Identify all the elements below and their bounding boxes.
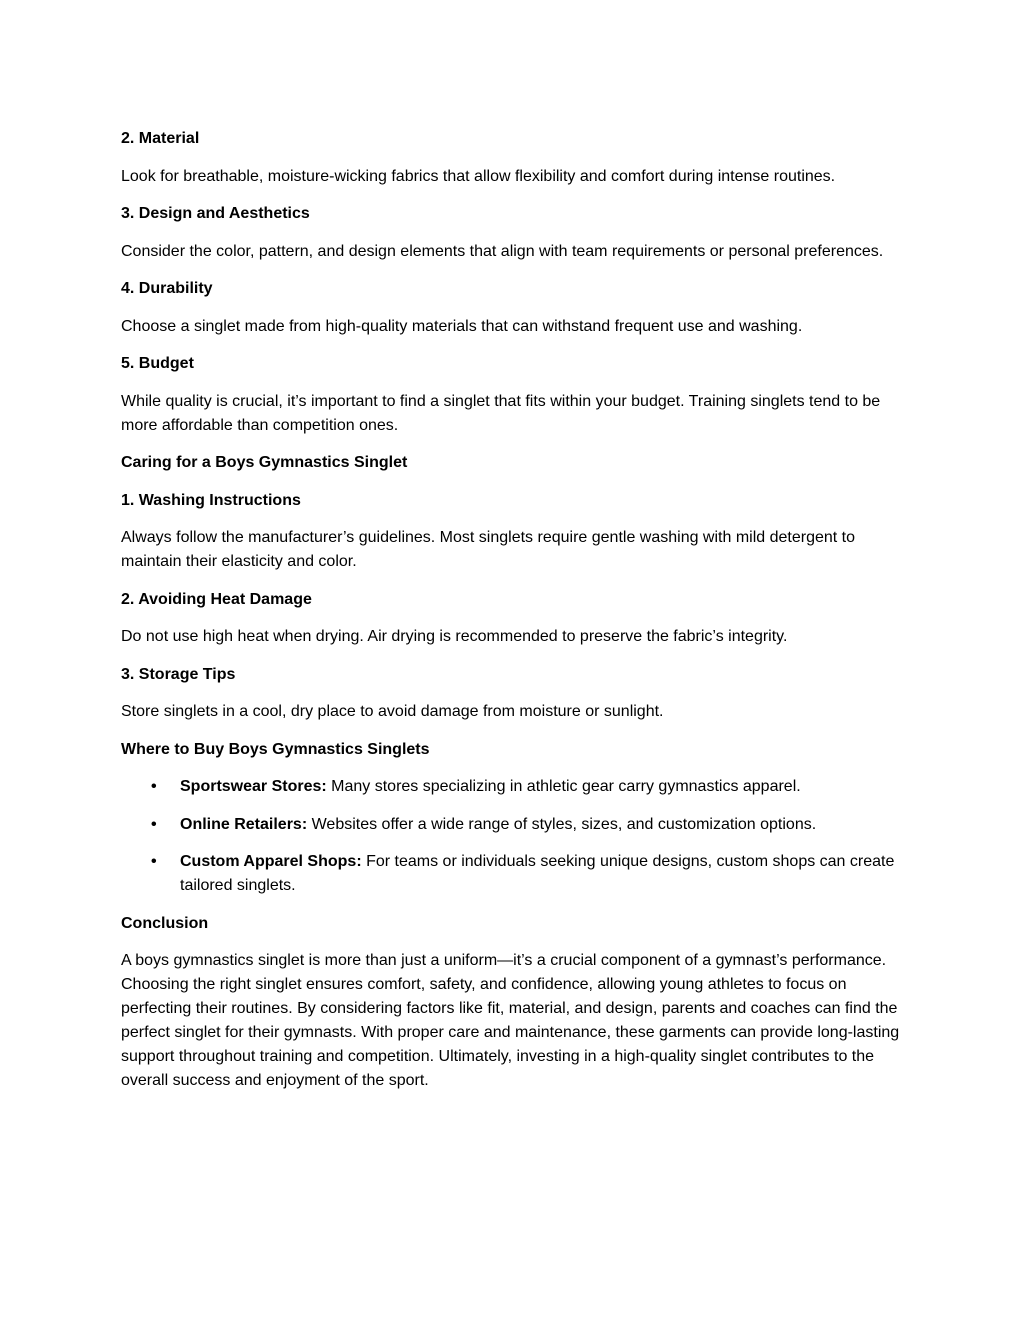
conclusion-title: Conclusion <box>121 914 209 932</box>
bullet-icon: • <box>151 853 157 870</box>
section-text-design: Consider the color, pattern, and design elements that align with team requirements or personal preferences. <box>121 242 884 260</box>
section-text-material: Look for breathable, moisture-wicking fabrics that allow flexibility and comfort during intense routines. <box>121 167 836 185</box>
caring-text-washing: Always follow the manufacturer’s guidelines. Most singlets require gentle washing with mild detergent to maintain their elasticity and color. <box>121 529 856 570</box>
caring-text-storage: Store singlets in a cool, dry place to avoid damage from moisture or sunlight. <box>121 703 664 720</box>
bullet-icon: • <box>151 778 157 795</box>
list-item-text: Websites offer a wide range of styles, sizes, and customization options. <box>307 815 817 833</box>
where-to-buy-list <box>121 775 911 898</box>
caring-text-heat: Do not use high heat when drying. Air drying is recommended to preserve the fabric’s integrity. <box>121 628 788 645</box>
list-item <box>121 775 911 799</box>
list-item-lead: Custom Apparel Shops: <box>180 853 362 870</box>
caring-heading-heat: 2. Avoiding Heat Damage <box>121 590 312 608</box>
document-page <box>121 127 911 1107</box>
section-heading-material: 2. Material <box>121 130 200 147</box>
section-heading-durability: 4. Durability <box>121 280 213 297</box>
caring-title: Caring for a Boys Gymnastics Singlet <box>121 454 408 471</box>
caring-heading-washing: 1. Washing Instructions <box>121 491 301 509</box>
where-to-buy-title: Where to Buy Boys Gymnastics Singlets <box>121 740 430 758</box>
list-item-lead: Sportswear Stores: <box>180 778 327 795</box>
bullet-icon: • <box>151 815 157 833</box>
list-item-text: Many stores specializing in athletic gear carry gymnastics apparel. <box>326 778 801 795</box>
section-heading-design: 3. Design and Aesthetics <box>121 205 310 222</box>
section-text-budget: While quality is crucial, it’s important to find a singlet that fits within your budget. Training singlets tend to be more affordable than competition ones. <box>121 392 881 434</box>
conclusion-text: A boys gymnastics singlet is more than just a uniform—it’s a crucial component of a gymnast’s performance. Choosing the right singlet ensures comfort, safety, and confidence, allowing young athletes to focus on perfecting their routines. By considering factors like fit, material, and design, parents and coaches can find the perfect singlet for their gymnasts. With proper care and maintenance, these garments can provide long-lasting support throughout training and competition. Ultimately, investing in a high-quality singlet contributes to the overall success and enjoyment of the sport. <box>121 952 900 1089</box>
list-item <box>121 813 911 837</box>
list-item-lead: Online Retailers: <box>180 815 308 833</box>
caring-heading-storage: 3. Storage Tips <box>121 665 236 683</box>
section-text-durability: Choose a singlet made from high-quality materials that can withstand frequent use and washing. <box>121 317 803 335</box>
section-heading-budget: 5. Budget <box>121 355 194 372</box>
list-item <box>121 850 911 898</box>
list-item-text: For teams or individuals seeking unique designs, custom shops can create tailored singlets. <box>180 853 895 894</box>
